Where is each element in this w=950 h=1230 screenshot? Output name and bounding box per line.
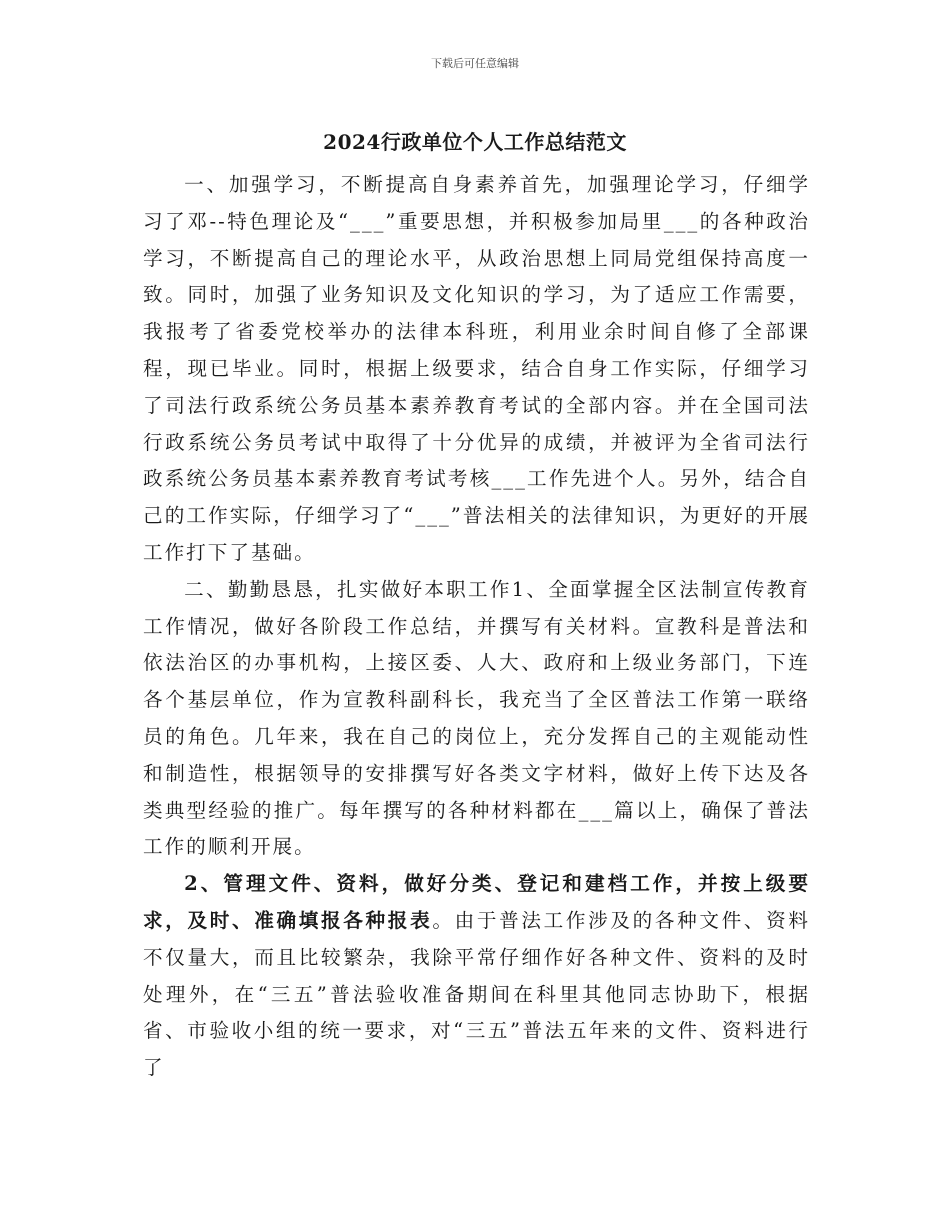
paragraph-3 [143, 866, 810, 1087]
document-body [143, 167, 810, 1087]
paragraph-1: 一、加强学习，不断提高自身素养首先，加强理论学习，仔细学习了邓--特色理论及“___”重要思想，并积极参加局里___的各种政治学习，不断提高自己的理论水平，从政治思想上同局党组保持高度一致。同时，加强了业务知识及文化知识的学习，为了适应工作需要，我报考了省委党校举办的法律本科班，利用业余时间自修了全部课程，现已毕业。同时，根据上级要求，结合自身工作实际，仔细学习了司法行政系统公务员基本素养教育考试的全部内容。并在全国司法行政系统公务员考试中取得了十分优异的成绩，并被评为全省司法行政系统公务员基本素养教育考试考核___工作先进个人。另外，结合自己的工作实际，仔细学习了“___”普法相关的法律知识，为更好的开展工作打下了基础。 [143, 173, 810, 564]
paragraph-3-rest: 。由于普法工作涉及的各种文件、资料不仅量大，而且比较繁杂，我除平常仔细作好各种文件、资料的及时处理外，在“三五”普法验收准备期间在科里其他同志协助下，根据省、市验收小组的统一要求，对“三五”普法五年来的文件、资料进行了 [143, 908, 811, 1080]
document-title: 2024行政单位个人工作总结范文 [323, 130, 627, 154]
paragraph-3-lead: 2、管理文件、资料，做好分类、登记和建档工作，并按上级要求，及时、准确填报各种报表 [143, 872, 810, 932]
paragraph-2: 二、勤勤恳恳，扎实做好本职工作1、全面掌握全区法制宣传教育工作情况，做好各阶段工作总结，并撰写有关材料。宣教科是普法和依法治区的办事机构，上接区委、人大、政府和上级业务部门，下连各个基层单位，作为宣教科副科长，我充当了全区普法工作第一联络员的角色。几年来，我在自己的岗位上，充分发挥自己的主观能动性和制造性，根据领导的安排撰写好各类文字材料，做好上传下达及各类典型经验的推广。每年撰写的各种材料都在___篇以上，确保了普法工作的顺利开展。 [143, 577, 810, 859]
page-header: 下载后可任意编辑 [431, 57, 519, 70]
